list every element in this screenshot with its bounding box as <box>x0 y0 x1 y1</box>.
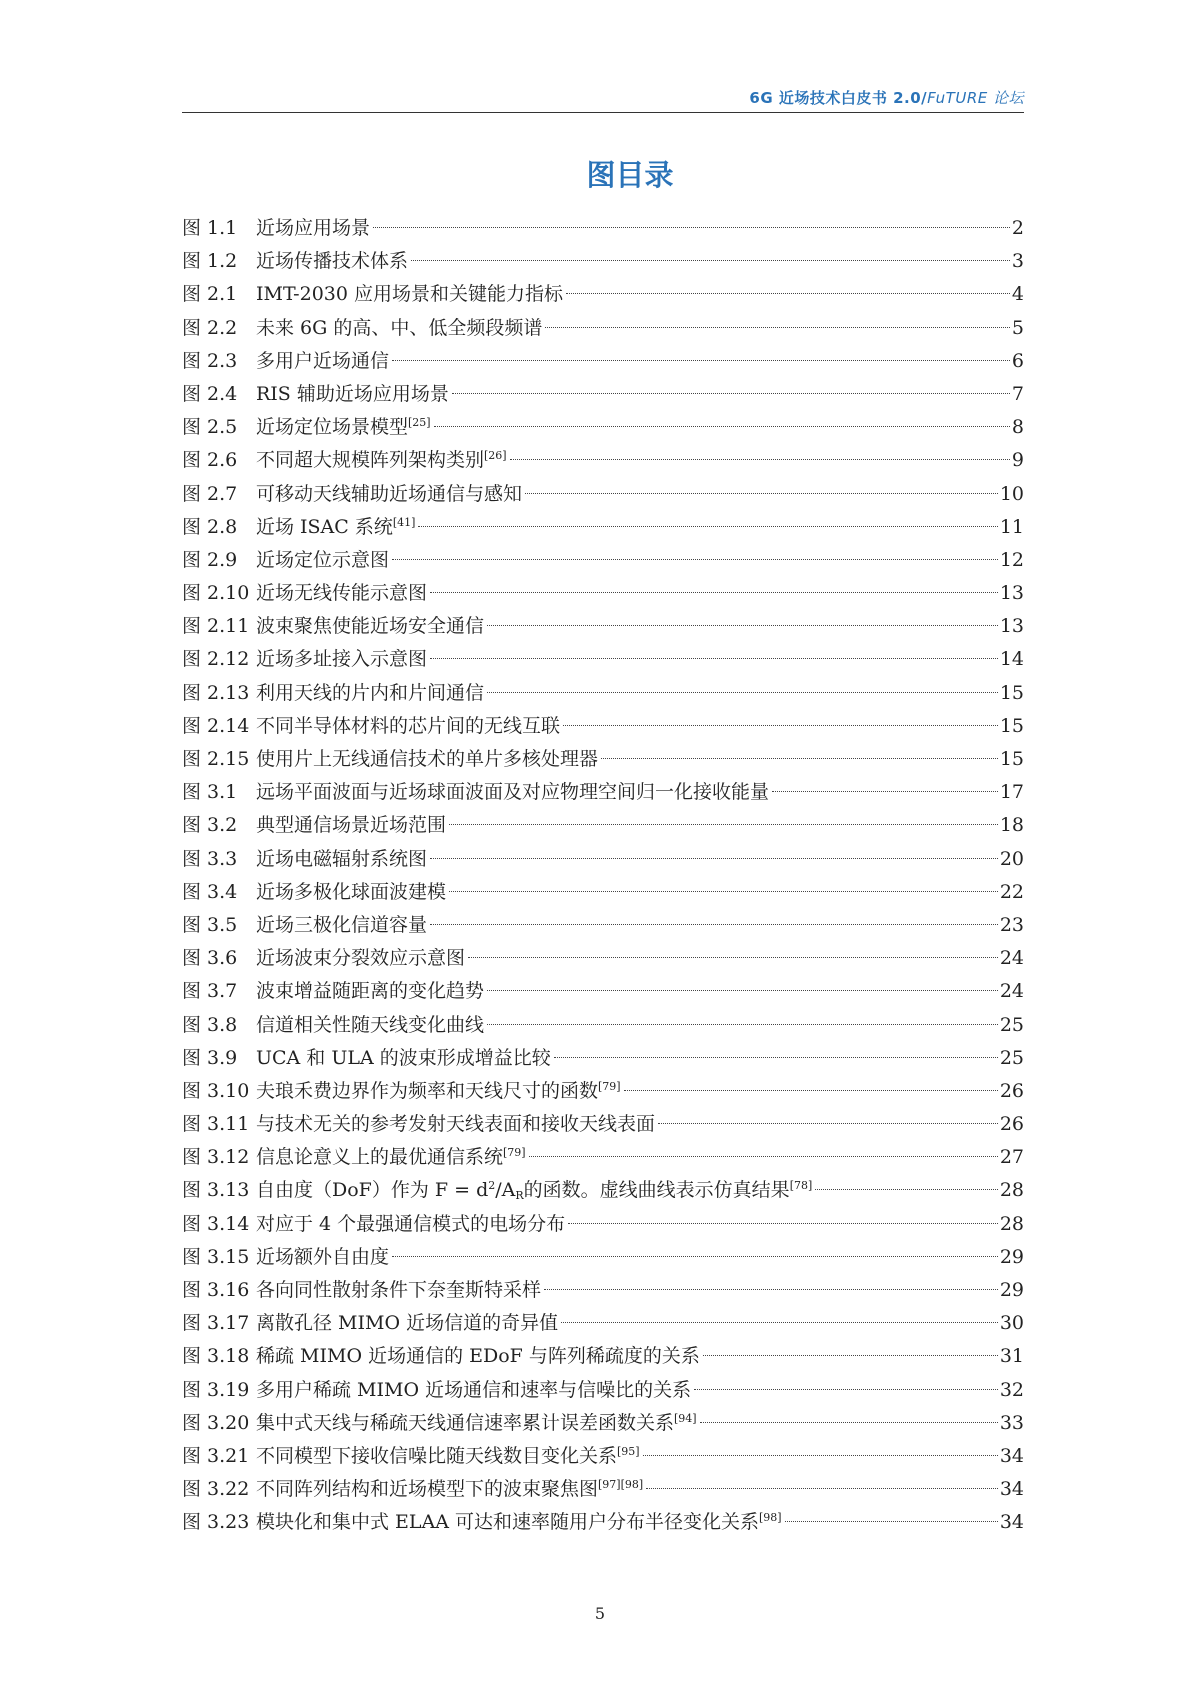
toc-entry-title <box>256 677 484 710</box>
toc-entry[interactable] <box>182 1075 1024 1108</box>
citation-ref: [79] <box>503 1146 526 1160</box>
toc-entry-page: 34 <box>999 1478 1024 1501</box>
dot-leader <box>561 1322 998 1323</box>
toc-entry-page: 15 <box>999 714 1024 737</box>
dot-leader <box>563 725 998 726</box>
toc-entry-page: 24 <box>999 980 1024 1003</box>
toc-entry-title <box>256 610 484 643</box>
header-forum-name: FuTURE 论坛 <box>927 89 1024 107</box>
toc-entry-page: 9 <box>1011 449 1024 472</box>
dot-leader <box>411 260 1010 261</box>
toc-entry-page: 25 <box>999 1046 1024 1069</box>
dot-leader <box>815 1189 998 1190</box>
toc-entry-title-text: 波束增益随距离的变化趋势 <box>256 980 485 1003</box>
toc-entry-title <box>256 312 542 345</box>
toc-entry-title-text: 使用片上无线通信技术的单片多核处理器 <box>256 748 599 770</box>
toc-entry-title-part: R <box>515 1189 524 1203</box>
toc-entry-number: 图 3.9 <box>182 1046 238 1069</box>
toc-entry-title <box>256 411 431 444</box>
toc-entry[interactable] <box>182 1506 1024 1539</box>
toc-entry[interactable] <box>182 1208 1024 1241</box>
toc-entry-page: 12 <box>999 548 1024 571</box>
toc-entry-page: 14 <box>999 648 1024 671</box>
toc-entry[interactable] <box>182 743 1024 776</box>
dot-leader <box>544 1289 998 1290</box>
toc-entry[interactable] <box>182 1440 1024 1473</box>
toc-entry[interactable] <box>182 1340 1024 1373</box>
toc-entry-title-text: UCA 和 ULA 的波束形成增益比较 <box>256 1046 551 1069</box>
page-title: 图目录 <box>586 158 674 192</box>
toc-entry[interactable] <box>182 1042 1024 1075</box>
toc-entry-number: 图 2.7 <box>182 482 238 505</box>
dot-leader <box>568 1223 998 1224</box>
toc-entry[interactable] <box>182 1108 1024 1141</box>
toc-entry-title <box>256 909 427 942</box>
toc-entry-number: 图 3.4 <box>182 880 238 903</box>
toc-entry-page: 5 <box>1011 316 1024 339</box>
toc-entry-title <box>256 1440 640 1473</box>
toc-entry-number: 图 3.13 <box>182 1179 250 1202</box>
toc-entry-title-text: 近场无线传能示意图 <box>256 582 428 605</box>
toc-entry-title <box>256 278 563 311</box>
header-doc-title: 6G 近场技术白皮书 2.0/ <box>749 89 928 107</box>
toc-entry-page: 6 <box>1011 349 1024 372</box>
toc-entry-title-text: 近场多址接入示意图 <box>256 648 428 671</box>
toc-entry[interactable] <box>182 544 1024 577</box>
toc-entry[interactable] <box>182 1407 1024 1440</box>
toc-entry-page: 30 <box>999 1312 1024 1335</box>
dot-leader <box>785 1521 998 1522</box>
running-header <box>182 84 1024 112</box>
toc-entry[interactable] <box>182 378 1024 411</box>
dot-leader <box>430 924 998 925</box>
toc-entry-title-text: 多用户近场通信 <box>256 349 390 372</box>
dot-leader <box>510 459 1010 460</box>
dot-leader <box>434 426 1010 427</box>
dot-leader <box>643 1455 998 1456</box>
toc-entry-number: 图 1.2 <box>182 250 238 273</box>
toc-entry-number: 图 3.15 <box>182 1245 250 1268</box>
citation-ref: [94] <box>674 1411 697 1425</box>
dot-leader <box>452 393 1010 394</box>
toc-entry-title <box>256 212 370 245</box>
toc-entry-title <box>256 942 465 975</box>
toc-entry-title-part: /A <box>495 1179 516 1202</box>
toc-entry-number: 图 2.5 <box>182 416 238 439</box>
toc-entry-page: 13 <box>999 582 1024 605</box>
toc-entry[interactable] <box>182 710 1024 743</box>
toc-entry[interactable] <box>182 577 1024 610</box>
citation-ref: [95] <box>617 1444 640 1458</box>
toc-entry-title <box>256 776 769 809</box>
dot-leader <box>545 327 1010 328</box>
dot-leader <box>601 758 998 759</box>
toc-entry-title-text: 不同模型下接收信噪比随天线数目变化关系 <box>256 1444 618 1467</box>
toc-entry-title-text: 可移动天线辅助近场通信与感知 <box>256 482 523 505</box>
figure-list <box>182 212 1024 1540</box>
toc-entry-number: 图 3.18 <box>182 1345 250 1368</box>
toc-entry-number: 图 2.11 <box>182 615 250 638</box>
toc-entry-number: 图 2.6 <box>182 449 238 472</box>
toc-entry-page: 29 <box>999 1245 1024 1268</box>
toc-entry-title-text: 近场定位示意图 <box>256 548 390 571</box>
toc-entry-page: 13 <box>999 615 1024 638</box>
toc-entry-page: 20 <box>999 847 1024 870</box>
toc-entry-title <box>256 245 408 278</box>
toc-entry-title-text: 近场传播技术体系 <box>256 250 409 273</box>
toc-entry-title <box>256 345 389 378</box>
toc-entry-number: 图 2.2 <box>182 316 238 339</box>
toc-entry[interactable] <box>182 975 1024 1008</box>
toc-entry-title <box>256 975 484 1008</box>
toc-entry-title-text: 近场 ISAC 系统 <box>256 515 393 538</box>
toc-entry-title-text: 各向同性散射条件下奈奎斯特采样 <box>256 1279 542 1301</box>
toc-entry-title <box>256 1307 558 1340</box>
toc-entry[interactable] <box>182 1374 1024 1407</box>
dot-leader <box>487 692 998 693</box>
dot-leader <box>487 625 998 626</box>
toc-entry[interactable] <box>182 1141 1024 1174</box>
toc-entry-page: 15 <box>999 681 1024 704</box>
dot-leader <box>694 1389 998 1390</box>
toc-entry-title <box>256 1174 812 1207</box>
toc-entry-title <box>256 743 598 776</box>
toc-entry-number: 图 2.15 <box>182 748 250 770</box>
toc-entry-title-text: 模块化和集中式 ELAA 可达和速率随用户分布半径变化关系 <box>256 1511 760 1534</box>
dot-leader <box>487 1024 998 1025</box>
toc-entry-title-text: 不同半导体材料的芯片间的无线互联 <box>256 714 561 737</box>
toc-entry[interactable] <box>182 411 1024 444</box>
dot-leader <box>392 1256 998 1257</box>
dot-leader <box>703 1355 998 1356</box>
toc-entry-number: 图 2.1 <box>182 283 238 306</box>
toc-entry-number: 图 3.8 <box>182 1013 238 1036</box>
toc-entry[interactable] <box>182 478 1024 511</box>
dot-leader <box>525 493 998 494</box>
toc-entry-title-text: 近场三极化信道容量 <box>256 913 428 936</box>
toc-entry-title-text: IMT-2030 应用场景和关键能力指标 <box>256 283 563 306</box>
toc-entry-title <box>256 577 427 610</box>
toc-entry[interactable] <box>182 909 1024 942</box>
toc-entry-title-text: 远场平面波面与近场球面波面及对应物理空间归一化接收能量 <box>256 781 770 804</box>
toc-entry[interactable] <box>182 809 1024 842</box>
toc-entry-title <box>256 876 446 909</box>
header-divider <box>182 112 1024 113</box>
toc-entry-page: 15 <box>999 748 1024 770</box>
toc-entry-title <box>256 1374 691 1407</box>
toc-entry-page: 17 <box>999 781 1024 804</box>
dot-leader <box>772 791 998 792</box>
toc-entry[interactable] <box>182 511 1024 544</box>
toc-entry-page: 31 <box>999 1345 1024 1368</box>
toc-entry-title <box>256 643 427 676</box>
toc-entry-page: 2 <box>1011 217 1024 239</box>
toc-entry-number: 图 3.6 <box>182 947 238 970</box>
dot-leader <box>430 658 998 659</box>
toc-entry-page: 26 <box>999 1079 1024 1102</box>
toc-entry-page: 7 <box>1011 382 1024 405</box>
toc-entry-title-part: 自由度（DoF）作为 F = d <box>256 1179 489 1202</box>
toc-entry-number: 图 3.5 <box>182 913 238 936</box>
citation-ref: [26] <box>484 449 507 463</box>
toc-entry-title <box>256 1141 526 1174</box>
toc-entry-title-text: 近场波束分裂效应示意图 <box>256 947 466 970</box>
toc-entry[interactable] <box>182 876 1024 909</box>
citation-ref: [25] <box>408 416 431 430</box>
toc-entry[interactable] <box>182 1307 1024 1340</box>
toc-entry-number: 图 3.12 <box>182 1146 250 1169</box>
dot-leader <box>418 526 997 527</box>
toc-entry-title-text: 信息论意义上的最优通信系统 <box>256 1146 504 1169</box>
toc-entry-title-text: 对应于 4 个最强通信模式的电场分布 <box>256 1212 566 1235</box>
toc-entry-title <box>256 544 389 577</box>
toc-entry-page: 22 <box>999 880 1024 903</box>
toc-entry-number: 图 3.10 <box>182 1079 250 1102</box>
toc-entry-page: 33 <box>999 1411 1024 1434</box>
toc-entry[interactable] <box>182 444 1024 477</box>
toc-entry[interactable] <box>182 776 1024 809</box>
toc-entry-title <box>256 843 427 876</box>
toc-entry-page: 32 <box>999 1378 1024 1401</box>
dot-leader <box>449 891 998 892</box>
toc-entry-title-text: 不同超大规模阵列架构类别 <box>256 449 485 472</box>
dot-leader <box>392 559 998 560</box>
toc-entry-title <box>256 1473 643 1506</box>
toc-entry-title-text: 未来 6G 的高、中、低全频段频谱 <box>256 316 543 339</box>
dot-leader <box>646 1488 998 1489</box>
toc-entry-number: 图 2.12 <box>182 648 250 671</box>
toc-entry-title-text: 稀疏 MIMO 近场通信的 EDoF 与阵列稀疏度的关系 <box>256 1345 700 1368</box>
toc-entry-number: 图 2.9 <box>182 548 238 571</box>
toc-entry-number: 图 3.3 <box>182 847 238 870</box>
toc-entry-number: 图 3.20 <box>182 1411 250 1434</box>
toc-entry-page: 28 <box>999 1212 1024 1235</box>
toc-entry-title-text: 夫琅禾费边界作为频率和天线尺寸的函数 <box>256 1079 599 1102</box>
toc-entry-title <box>256 1208 565 1241</box>
toc-entry-number: 图 2.10 <box>182 582 250 605</box>
dot-leader <box>529 1156 998 1157</box>
toc-entry-page: 4 <box>1011 283 1024 306</box>
toc-entry-page: 29 <box>999 1279 1024 1301</box>
dot-leader <box>624 1090 998 1091</box>
toc-entry-title-text: 近场额外自由度 <box>256 1245 390 1268</box>
toc-entry[interactable] <box>182 245 1024 278</box>
dot-leader <box>566 293 1010 294</box>
toc-entry-number: 图 3.17 <box>182 1312 250 1335</box>
dot-leader <box>430 858 998 859</box>
toc-entry-number: 图 3.16 <box>182 1279 250 1301</box>
toc-entry-page: 18 <box>999 814 1024 837</box>
dot-leader <box>449 824 998 825</box>
toc-entry-number: 图 3.14 <box>182 1212 250 1235</box>
toc-entry-title-text: 信道相关性随天线变化曲线 <box>256 1013 485 1036</box>
toc-entry-title <box>256 1506 782 1539</box>
toc-entry-title-text: 典型通信场景近场范围 <box>256 814 447 837</box>
toc-entry[interactable] <box>182 1274 1024 1307</box>
dot-leader <box>658 1123 998 1124</box>
toc-entry-number: 图 1.1 <box>182 217 238 239</box>
dot-leader <box>554 1057 998 1058</box>
toc-entry-number: 图 2.8 <box>182 515 238 538</box>
toc-entry[interactable] <box>182 345 1024 378</box>
toc-entry-title-text: 离散孔径 MIMO 近场信道的奇异值 <box>256 1312 559 1335</box>
toc-entry-number: 图 2.3 <box>182 349 238 372</box>
citation-ref: [78] <box>789 1179 813 1193</box>
toc-entry-title-text: 与技术无关的参考发射天线表面和接收天线表面 <box>256 1113 656 1136</box>
toc-entry-title-text: 波束聚焦使能近场安全通信 <box>256 615 485 638</box>
toc-entry-page: 10 <box>999 482 1024 505</box>
toc-entry[interactable] <box>182 843 1024 876</box>
toc-entry-page: 8 <box>1011 416 1024 439</box>
toc-entry[interactable] <box>182 312 1024 345</box>
toc-entry-number: 图 3.19 <box>182 1378 250 1401</box>
toc-entry[interactable] <box>182 610 1024 643</box>
toc-entry[interactable] <box>182 278 1024 311</box>
toc-entry-number: 图 3.23 <box>182 1511 250 1534</box>
toc-entry[interactable] <box>182 212 1024 245</box>
toc-entry-page: 28 <box>999 1179 1024 1202</box>
toc-entry-number: 图 2.13 <box>182 681 250 704</box>
toc-entry[interactable] <box>182 643 1024 676</box>
dot-leader <box>700 1422 998 1423</box>
toc-entry-title <box>256 511 415 544</box>
toc-entry-title <box>256 1340 700 1373</box>
toc-entry-number: 图 2.4 <box>182 382 238 405</box>
toc-entry-title-text: 近场定位场景模型 <box>256 416 409 439</box>
toc-entry-number: 图 3.22 <box>182 1478 250 1501</box>
page-number: 5 <box>594 1604 606 1623</box>
toc-entry-number: 图 3.21 <box>182 1444 250 1467</box>
dot-leader <box>430 592 998 593</box>
toc-entry-title <box>256 1075 621 1108</box>
toc-entry-number: 图 2.14 <box>182 714 250 737</box>
dot-leader <box>392 360 1010 361</box>
toc-entry-page: 3 <box>1011 250 1024 273</box>
toc-entry[interactable] <box>182 1174 1024 1207</box>
toc-entry-title <box>256 710 560 743</box>
toc-entry-title <box>256 1274 541 1307</box>
dot-leader <box>487 990 998 991</box>
dot-leader <box>373 227 1010 228</box>
toc-entry[interactable] <box>182 1241 1024 1274</box>
toc-entry[interactable] <box>182 942 1024 975</box>
toc-entry-title <box>256 1108 655 1141</box>
toc-entry-title <box>256 478 522 511</box>
toc-entry-page: 25 <box>999 1013 1024 1036</box>
toc-entry-title-text: 近场多极化球面波建模 <box>256 880 447 903</box>
toc-entry-page: 27 <box>999 1146 1024 1169</box>
toc-entry-title <box>256 378 449 411</box>
toc-entry-title-part: 2 <box>488 1179 496 1193</box>
toc-entry-page: 23 <box>999 913 1024 936</box>
toc-entry-title-text: 集中式天线与稀疏天线通信速率累计误差函数关系 <box>256 1411 675 1434</box>
toc-entry-title-part: 的函数。虚线曲线表示仿真结果 <box>523 1179 790 1202</box>
toc-entry-title <box>256 1042 551 1075</box>
toc-entry-title-text: 利用天线的片内和片间通信 <box>256 681 485 704</box>
toc-entry-page: 11 <box>999 515 1024 538</box>
toc-entry-title-text: 近场电磁辐射系统图 <box>256 847 428 870</box>
toc-entry-number: 图 3.7 <box>182 980 238 1003</box>
toc-entry-page: 34 <box>999 1444 1024 1467</box>
toc-entry-number: 图 3.1 <box>182 781 238 804</box>
toc-entry-title <box>256 809 446 842</box>
citation-ref: [41] <box>392 515 416 529</box>
toc-entry[interactable] <box>182 677 1024 710</box>
toc-entry-title <box>256 1241 389 1274</box>
toc-entry-number: 图 3.2 <box>182 814 238 837</box>
toc-entry-page: 34 <box>999 1511 1024 1534</box>
toc-entry-title <box>256 1009 484 1042</box>
toc-entry-number: 图 3.11 <box>182 1113 250 1136</box>
citation-ref: [98] <box>759 1511 782 1525</box>
toc-entry-title-text: 近场应用场景 <box>256 217 371 239</box>
toc-entry-title-text: RIS 辅助近场应用场景 <box>256 382 449 405</box>
dot-leader <box>468 957 998 958</box>
toc-entry-page: 24 <box>999 947 1024 970</box>
toc-entry-title <box>256 444 507 477</box>
citation-ref: [97][98] <box>598 1478 644 1492</box>
toc-entry[interactable] <box>182 1009 1024 1042</box>
toc-entry-title-text: 多用户稀疏 MIMO 近场通信和速率与信噪比的关系 <box>256 1378 692 1401</box>
toc-entry-page: 26 <box>999 1113 1024 1136</box>
toc-entry-title <box>256 1407 697 1440</box>
toc-entry[interactable] <box>182 1473 1024 1506</box>
toc-entry-title-text: 不同阵列结构和近场模型下的波束聚焦图 <box>256 1478 599 1501</box>
citation-ref: [79] <box>598 1079 621 1093</box>
